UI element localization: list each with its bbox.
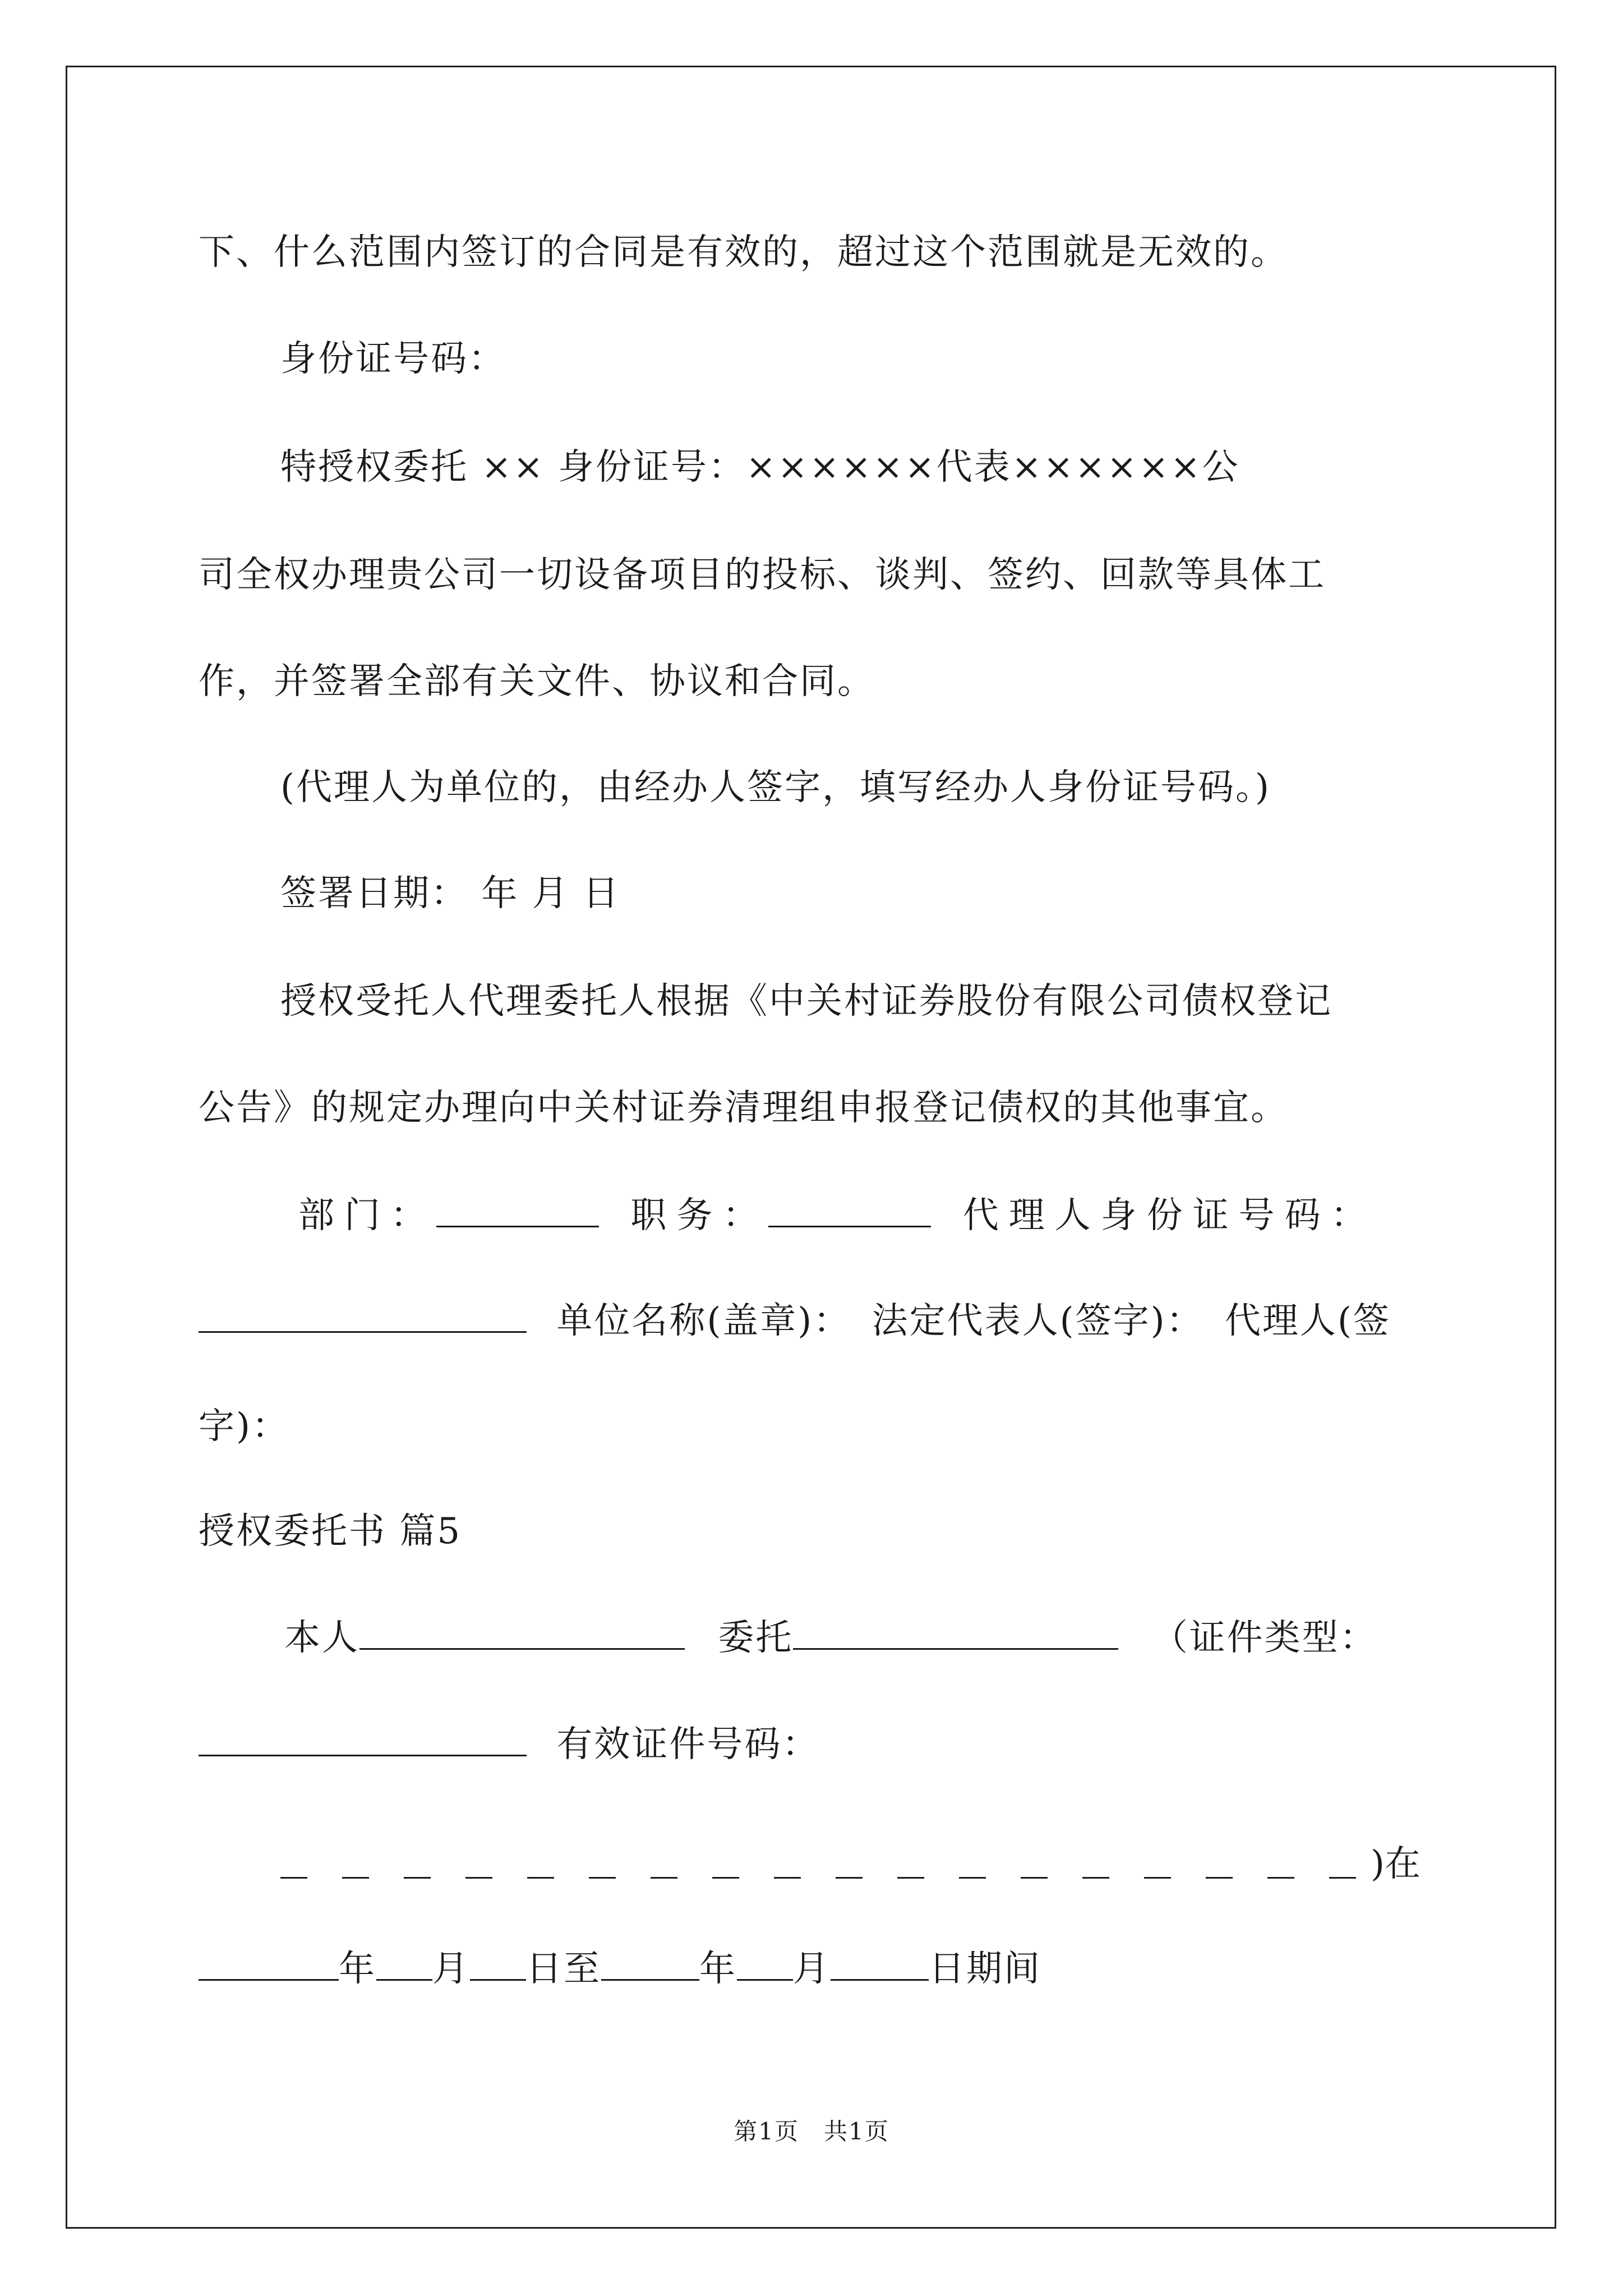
page-current: 第1页 [734, 2118, 799, 2145]
dash [280, 1877, 307, 1879]
agent-id-label: 代理人身份证号码： [962, 1195, 1377, 1236]
dash [1329, 1877, 1356, 1879]
position-label: 职务： [630, 1195, 769, 1236]
cert-number-label: 有效证件号码： [556, 1724, 820, 1765]
id-number-label: 身份证号码： [280, 338, 506, 380]
dash [527, 1877, 554, 1879]
dash [1021, 1877, 1048, 1879]
paragraph-line: 授权受托人代理委托人根据《中关村证券股份有限公司债权登记 [280, 981, 1332, 1022]
dash [959, 1877, 986, 1879]
agent-name-blank[interactable] [793, 1616, 1118, 1650]
paragraph-line: 司全权办理贵公司一切设备项目的投标、谈判、签约、回款等具体工 [199, 554, 1326, 596]
dash-tail-text: )在 [1371, 1843, 1421, 1885]
department-blank[interactable] [436, 1193, 599, 1227]
cert-type-blank[interactable] [199, 1722, 527, 1756]
page-footer [0, 2116, 1623, 2147]
self-label: 本人 [284, 1617, 359, 1659]
section-heading: 授权委托书 篇5 [199, 1511, 462, 1552]
year-label: 年 [699, 1948, 737, 1990]
dash [342, 1877, 369, 1879]
paragraph-line: 下、什么范围内签订的合同是有效的，超过这个范围就是无效的。 [199, 232, 1288, 273]
page-total: 共1页 [824, 2118, 889, 2145]
paragraph-line: 字)： [199, 1406, 289, 1447]
month-label: 月 [793, 1948, 831, 1990]
paragraph-line: 作，并签署全部有关文件、协议和合同。 [199, 661, 875, 702]
start-day-blank[interactable] [470, 1947, 526, 1981]
dash [1082, 1877, 1109, 1879]
dash [774, 1877, 801, 1879]
start-year-blank[interactable] [199, 1947, 339, 1981]
paragraph-line: 公告》的规定办理向中关村证券清理组申报登记债权的其他事宜。 [199, 1087, 1288, 1129]
end-day-blank[interactable] [831, 1947, 929, 1981]
position-blank[interactable] [768, 1193, 931, 1227]
dash [465, 1877, 492, 1879]
principal-name-blank[interactable] [359, 1616, 685, 1650]
period-label: 日期间 [929, 1948, 1041, 1990]
dash [712, 1877, 739, 1879]
signature-line [199, 1299, 1432, 1343]
month-label: 月 [432, 1948, 470, 1990]
department-line [298, 1193, 1532, 1238]
dash [589, 1877, 616, 1879]
agent-id-blank[interactable] [199, 1299, 527, 1333]
legal-representative-label: 法定代表人(签字)： [872, 1300, 1204, 1342]
note-line: (代理人为单位的，由经办人签字，填写经办人身份证号码。) [280, 767, 1271, 808]
dash [404, 1877, 431, 1879]
day-to-label: 日至 [526, 1948, 601, 1990]
dash [651, 1877, 677, 1879]
period-line [199, 1947, 1432, 1991]
start-month-blank[interactable] [376, 1947, 432, 1981]
signing-date-line: 签署日期： 年 月 日 [280, 873, 621, 914]
end-month-blank[interactable] [737, 1947, 793, 1981]
dash [1206, 1877, 1233, 1879]
cert-number-line [199, 1722, 1432, 1767]
dash [836, 1877, 863, 1879]
principal-line [284, 1616, 1518, 1660]
end-year-blank[interactable] [601, 1947, 699, 1981]
dash [1144, 1877, 1171, 1879]
cert-type-label: （证件类型： [1151, 1617, 1377, 1659]
page-border [66, 66, 1556, 2229]
cert-number-dashes[interactable] [280, 1842, 1421, 1887]
paragraph-line: 特授权委托 ×× 身份证号：××××××代表××××××公 [280, 447, 1240, 488]
unit-name-label: 单位名称(盖章)： [556, 1300, 851, 1342]
entrust-label: 委托 [718, 1617, 794, 1659]
dash [1267, 1877, 1294, 1879]
agent-signature-label: 代理人(签 [1224, 1300, 1391, 1342]
department-label: 部门： [298, 1195, 436, 1236]
dash [897, 1877, 924, 1879]
year-label: 年 [339, 1948, 376, 1990]
